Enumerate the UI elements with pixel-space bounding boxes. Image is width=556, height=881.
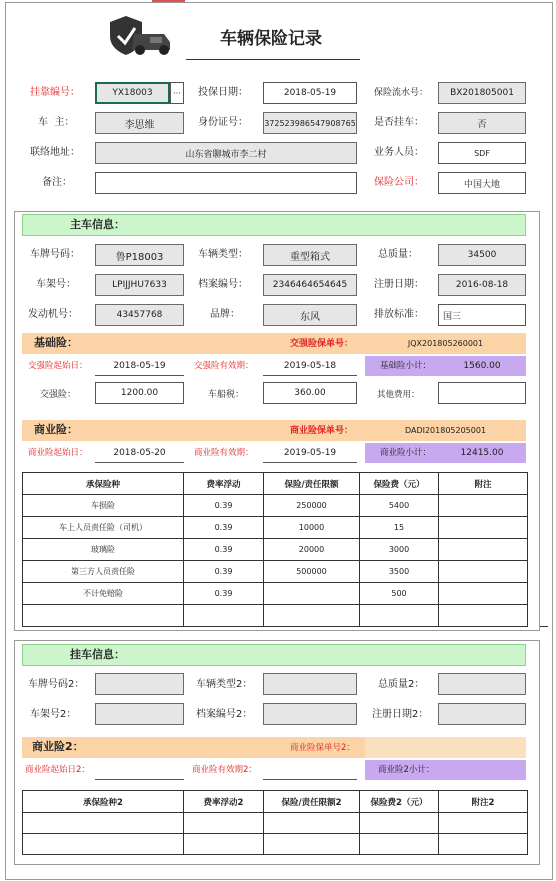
premium-cell[interactable] xyxy=(360,605,439,627)
other-fee-field[interactable] xyxy=(438,382,526,404)
coverage-cell[interactable] xyxy=(23,813,184,834)
basic-subtotal-label: 基础险小计： xyxy=(380,361,432,371)
coverage-cell[interactable] xyxy=(23,834,184,855)
note-cell[interactable] xyxy=(439,517,528,539)
table-row xyxy=(23,813,528,834)
coverage-cell[interactable]: 车上人员责任险（司机） xyxy=(23,517,184,539)
trailer-valid-label: 商业险有效期2： xyxy=(192,765,257,775)
table-row xyxy=(23,517,528,539)
trailer-info-title: 挂车信息： xyxy=(70,648,125,661)
note-cell[interactable] xyxy=(439,813,528,834)
commercial-policy-field[interactable]: DADI201805205001 xyxy=(404,426,487,435)
trailer-coverage-table xyxy=(22,790,528,855)
basic-title: 基础险： xyxy=(34,336,78,349)
address-field[interactable]: 山东省聊城市李二村 xyxy=(95,142,357,164)
id-label: 身份证号： xyxy=(198,117,248,128)
trailer-reg-field[interactable] xyxy=(438,703,526,725)
trailer-flag-label: 是否挂车： xyxy=(374,117,424,128)
basic-policy-label: 交强险保单号： xyxy=(290,339,354,349)
vehicle-type-field[interactable]: 重型箱式 xyxy=(263,244,357,266)
remark-field[interactable] xyxy=(95,172,357,194)
trailer-vin-label: 车架号2： xyxy=(30,709,77,720)
remark-label: 备注： xyxy=(42,177,72,188)
trailer-type-label: 车辆类型2： xyxy=(196,679,253,690)
trailer-policy-label: 商业险保单号2： xyxy=(290,743,355,753)
note-cell[interactable] xyxy=(439,495,528,517)
trailer-commercial-title: 商业险2： xyxy=(32,740,84,753)
trailer-plate-field[interactable] xyxy=(95,673,184,695)
weight-field[interactable]: 34500 xyxy=(438,244,526,266)
trailer-start-field[interactable] xyxy=(95,760,184,780)
commercial-valid-label: 商业险有效期： xyxy=(194,448,254,458)
ci-label: 交强险： xyxy=(40,390,77,400)
table-row xyxy=(23,495,528,517)
table-row xyxy=(23,605,528,627)
col-coverage-2: 承保险种2 xyxy=(23,791,184,813)
premium-cell[interactable]: 3000 xyxy=(360,539,439,561)
reg-date-field[interactable]: 2016-08-18 xyxy=(438,274,526,296)
limit-cell[interactable] xyxy=(264,605,360,627)
staff-field[interactable]: SDF xyxy=(438,142,526,164)
premium-cell[interactable] xyxy=(360,834,439,855)
main-section-tick xyxy=(540,626,548,627)
premium-cell[interactable]: 500 xyxy=(360,583,439,605)
limit-cell[interactable]: 250000 xyxy=(264,495,360,517)
rate-cell[interactable]: 0.39 xyxy=(184,561,264,583)
limit-cell[interactable]: 20000 xyxy=(264,539,360,561)
limit-cell[interactable] xyxy=(264,583,360,605)
insure-date-label: 投保日期： xyxy=(198,87,248,98)
rate-cell[interactable]: 0.39 xyxy=(184,495,264,517)
rate-cell[interactable]: 0.39 xyxy=(184,539,264,561)
limit-cell[interactable] xyxy=(264,813,360,834)
vin-field[interactable]: LPIJJHU7633 xyxy=(95,274,184,296)
rate-cell[interactable] xyxy=(184,834,264,855)
trailer-subtotal-label: 商业险2小计： xyxy=(378,765,435,775)
basic-policy-field[interactable]: JQX201805260001 xyxy=(407,339,484,348)
trailer-file-label: 档案编号2： xyxy=(196,709,253,720)
col-rate-2: 费率浮动2 xyxy=(184,791,264,813)
trailer-commercial-band-end xyxy=(365,737,526,758)
table-row xyxy=(23,539,528,561)
trailer-weight-label: 总质量2： xyxy=(378,679,425,690)
note-cell[interactable] xyxy=(439,561,528,583)
basic-start-field[interactable]: 2018-05-19 xyxy=(95,356,184,376)
table-row xyxy=(23,561,528,583)
tax-field[interactable]: 360.00 xyxy=(263,382,357,404)
table-row xyxy=(23,834,528,855)
ci-field[interactable]: 1200.00 xyxy=(95,382,184,404)
coverage-cell[interactable]: 不计免赔险 xyxy=(23,583,184,605)
note-cell[interactable] xyxy=(439,583,528,605)
commercial-coverage-table xyxy=(22,472,528,627)
rate-cell[interactable] xyxy=(184,813,264,834)
brand-label: 品牌： xyxy=(210,309,240,320)
trailer-subtotal-field[interactable] xyxy=(438,760,526,780)
serial-field[interactable]: BX201805001 xyxy=(438,82,526,104)
engine-label: 发动机号： xyxy=(28,309,78,320)
premium-cell[interactable]: 5400 xyxy=(360,495,439,517)
weight-label: 总质量： xyxy=(378,249,418,260)
col-note-2: 附注2 xyxy=(439,791,528,813)
engine-field[interactable]: 43457768 xyxy=(95,304,184,326)
trailer-reg-label: 注册日期2： xyxy=(372,709,429,720)
rate-cell[interactable]: 0.39 xyxy=(184,583,264,605)
premium-cell[interactable] xyxy=(360,813,439,834)
col-limit-2: 保险/责任限额2 xyxy=(264,791,360,813)
coverage-cell[interactable]: 车损险 xyxy=(23,495,184,517)
trailer-valid-field[interactable] xyxy=(263,760,357,780)
coverage-cell[interactable]: 玻璃险 xyxy=(23,539,184,561)
col-limit: 保险/责任限额 xyxy=(264,473,360,495)
main-info-title: 主车信息： xyxy=(70,218,125,231)
basic-start-label: 交强险起始日： xyxy=(28,361,88,371)
rate-cell[interactable]: 0.39 xyxy=(184,517,264,539)
limit-cell[interactable]: 500000 xyxy=(264,561,360,583)
basic-subtotal-field[interactable]: 1560.00 xyxy=(438,356,526,376)
page-title: 车辆保险记录 xyxy=(220,29,322,49)
vehicle-type-label: 车辆类型： xyxy=(198,249,248,260)
file-no-field[interactable]: 2346464654645 xyxy=(263,274,357,296)
insurance-logo-icon xyxy=(106,14,176,59)
commercial-valid-field[interactable]: 2019-05-19 xyxy=(263,443,357,463)
serial-label: 保险流水号： xyxy=(374,88,429,98)
col-coverage: 承保险种 xyxy=(23,473,184,495)
trailer-plate-label: 车牌号码2： xyxy=(28,679,85,690)
col-premium-2: 保险费2（元） xyxy=(360,791,439,813)
commercial-policy-label: 商业险保单号： xyxy=(290,426,354,436)
trailer-flag-field[interactable]: 否 xyxy=(438,112,526,134)
top-accent xyxy=(152,0,185,2)
basic-valid-label: 交强险有效期： xyxy=(194,361,254,371)
trailer-file-field[interactable] xyxy=(263,703,357,725)
owner-label: 车 主： xyxy=(38,117,75,128)
note-cell[interactable] xyxy=(439,834,528,855)
rate-cell[interactable] xyxy=(184,605,264,627)
owner-field[interactable]: 李思维 xyxy=(95,112,184,134)
commercial-start-label: 商业险起始日： xyxy=(28,448,88,458)
company-field[interactable]: 中国大地 xyxy=(438,172,526,194)
guarantee-lookup-button[interactable]: ··· xyxy=(170,82,184,104)
plate-field[interactable]: 鲁P18003 xyxy=(95,244,184,266)
trailer-start-label: 商业险起始日2： xyxy=(25,765,90,775)
commercial-subtotal-field[interactable]: 12415.00 xyxy=(438,443,526,463)
limit-cell[interactable] xyxy=(264,834,360,855)
note-cell[interactable] xyxy=(439,539,528,561)
insure-date-field[interactable]: 2018-05-19 xyxy=(263,82,357,104)
commercial-title: 商业险： xyxy=(34,423,78,436)
file-no-label: 档案编号： xyxy=(198,279,248,290)
col-note: 附注 xyxy=(439,473,528,495)
commercial-subtotal-label: 商业险小计： xyxy=(380,448,432,458)
basic-valid-field[interactable]: 2019-05-18 xyxy=(263,356,357,376)
staff-label: 业务人员： xyxy=(374,147,424,158)
col-premium: 保险费（元） xyxy=(360,473,439,495)
commercial-start-field[interactable]: 2018-05-20 xyxy=(95,443,184,463)
title-underline xyxy=(186,59,360,60)
brand-field[interactable]: 东风 xyxy=(263,304,357,326)
emission-field[interactable]: 国三 xyxy=(438,304,526,326)
guarantee-no-field[interactable]: YX18003 xyxy=(95,82,170,104)
trailer-weight-field[interactable] xyxy=(438,673,526,695)
company-label: 保险公司： xyxy=(374,177,424,188)
premium-cell[interactable]: 15 xyxy=(360,517,439,539)
vin-label: 车架号： xyxy=(36,279,76,290)
limit-cell[interactable]: 10000 xyxy=(264,517,360,539)
coverage-cell[interactable]: 第三方人员责任险 xyxy=(23,561,184,583)
coverage-cell[interactable] xyxy=(23,605,184,627)
emission-label: 排放标准： xyxy=(374,309,424,320)
other-fee-label: 其他费用： xyxy=(377,390,420,400)
premium-cell[interactable]: 3500 xyxy=(360,561,439,583)
col-rate: 费率浮动 xyxy=(184,473,264,495)
tax-label: 车船税： xyxy=(208,390,245,400)
note-cell[interactable] xyxy=(439,605,528,627)
id-field[interactable]: 372523986547908765 xyxy=(263,112,357,134)
trailer-vin-field[interactable] xyxy=(95,703,184,725)
table-row xyxy=(23,583,528,605)
trailer-type-field[interactable] xyxy=(263,673,357,695)
guarantee-no-label: 挂靠编号： xyxy=(30,87,80,98)
reg-date-label: 注册日期： xyxy=(374,279,424,290)
address-label: 联络地址： xyxy=(30,147,80,158)
plate-label: 车牌号码： xyxy=(30,249,80,260)
